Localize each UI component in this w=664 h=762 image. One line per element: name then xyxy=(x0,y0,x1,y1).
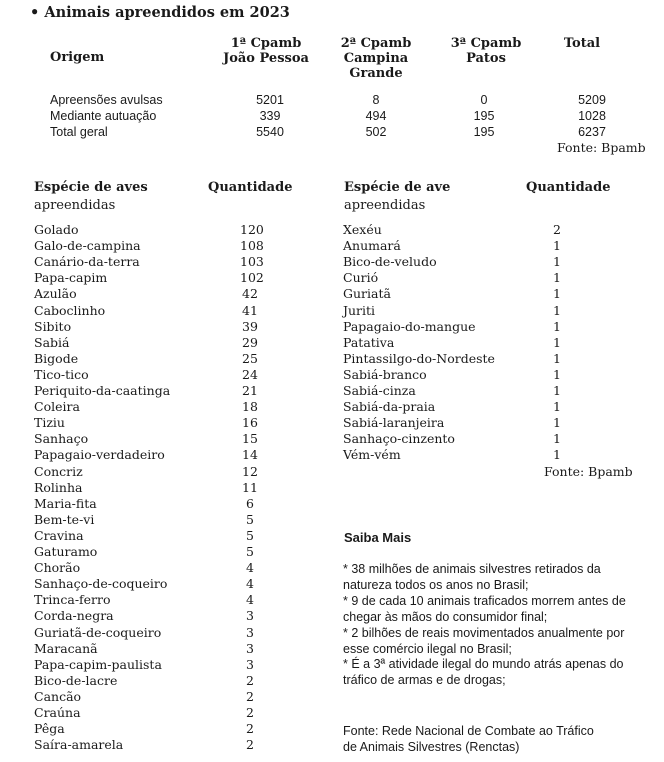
species-name: Tico-tico xyxy=(34,366,89,382)
species-quantity: 21 xyxy=(242,383,258,398)
species-name: Sanhaço xyxy=(34,431,89,447)
species-name: Gaturamo xyxy=(34,544,98,559)
species-quantity: 14 xyxy=(242,447,258,463)
list-item xyxy=(34,625,270,641)
species-name: Craúna xyxy=(34,705,81,720)
list-item xyxy=(34,673,270,689)
list-item xyxy=(343,286,577,302)
species-quantity: 2 xyxy=(246,737,254,753)
right-header-sub: apreendidas xyxy=(344,198,426,213)
species-name: Patativa xyxy=(343,334,395,350)
source-line: de Animais Silvestres (Renctas) xyxy=(343,739,520,754)
cell-cpamb-2: 8 xyxy=(372,93,380,107)
fact-item: * É a 3ª atividade ilegal do mundo atrás apenas do tráfico de armas e de drogas; xyxy=(343,657,624,688)
list-item xyxy=(34,560,270,576)
species-quantity: 41 xyxy=(242,302,258,318)
species-quantity: 1 xyxy=(553,415,561,431)
species-quantity: 2 xyxy=(246,672,254,688)
row-label: Mediante autuação xyxy=(50,109,157,123)
species-name: Canário-da-terra xyxy=(34,254,140,270)
list-item xyxy=(34,222,270,238)
species-quantity: 4 xyxy=(246,560,254,576)
header-cpamb-2 xyxy=(330,36,422,81)
species-quantity: 29 xyxy=(242,334,258,350)
species-quantity: 102 xyxy=(240,270,264,286)
species-quantity: 1 xyxy=(553,447,561,463)
species-name: Galo-de-campina xyxy=(34,238,141,254)
species-name: Bico-de-veludo xyxy=(343,254,437,270)
list-item xyxy=(343,415,577,431)
species-name: Sabiá-da-praia xyxy=(343,399,436,415)
right-header-species: Espécie de ave xyxy=(344,180,451,195)
left-header-species: Espécie de aves xyxy=(34,180,148,195)
header-cpamb-1-line1: 1ª Cpamb xyxy=(230,36,302,51)
header-cpamb-2-line1: 2ª Cpamb xyxy=(340,36,412,51)
species-name: Papa-capim xyxy=(34,270,108,286)
species-quantity: 18 xyxy=(242,399,258,415)
header-cpamb-3 xyxy=(442,36,530,66)
species-name: Papa-capim-paulista xyxy=(34,656,162,672)
list-item xyxy=(34,496,270,512)
list-item xyxy=(34,335,270,351)
list-item xyxy=(343,238,577,254)
species-name: Guriatã xyxy=(343,286,391,302)
species-name: Curió xyxy=(343,270,379,286)
species-quantity: 12 xyxy=(242,463,258,479)
list-item xyxy=(34,399,270,415)
species-name: Sabiá-branco xyxy=(343,366,427,382)
species-name: Sanhaço-cinzento xyxy=(343,431,455,447)
species-quantity: 3 xyxy=(246,656,254,672)
cell-total: 5209 xyxy=(578,93,606,107)
species-name: Azulão xyxy=(34,286,77,302)
list-item xyxy=(34,303,270,319)
list-item xyxy=(34,689,270,705)
species-name: Sanhaço-de-coqueiro xyxy=(34,576,168,592)
species-name: Anumará xyxy=(343,238,401,254)
list-item xyxy=(34,286,270,302)
species-quantity: 2 xyxy=(246,688,254,704)
species-name: Tiziu xyxy=(34,415,65,431)
cell-total: 6237 xyxy=(578,125,606,139)
row-label: Total geral xyxy=(50,125,108,139)
fact-item: * 2 bilhões de reais movimentados anualmente por esse comércio ilegal no Brasil; xyxy=(343,625,625,656)
list-item xyxy=(34,319,270,335)
species-quantity: 1 xyxy=(553,318,561,334)
row-label: Apreensões avulsas xyxy=(50,93,163,107)
species-quantity: 2 xyxy=(246,721,254,737)
page-title: • Animais apreendidos em 2023 xyxy=(30,4,290,21)
species-quantity: 1 xyxy=(553,383,561,398)
list-item xyxy=(34,270,270,286)
species-name: Sabiá xyxy=(34,334,70,350)
species-quantity: 1 xyxy=(553,431,561,447)
header-cpamb-3-line2: Patos xyxy=(466,51,506,66)
species-quantity: 103 xyxy=(240,254,264,270)
species-quantity: 24 xyxy=(242,366,258,382)
species-quantity: 16 xyxy=(242,415,258,431)
cell-cpamb-1: 5201 xyxy=(256,93,284,107)
species-quantity: 1 xyxy=(553,270,561,286)
list-item xyxy=(343,319,577,335)
species-name: Pintassilgo-do-Nordeste xyxy=(343,350,495,366)
cell-cpamb-2: 494 xyxy=(365,109,387,123)
species-quantity: 120 xyxy=(240,222,264,237)
species-name: Papagaio-do-mangue xyxy=(343,318,476,334)
cell-cpamb-1: 5540 xyxy=(256,125,284,139)
species-quantity: 3 xyxy=(246,624,254,640)
header-cpamb-2-line2: Campina xyxy=(343,51,409,66)
list-item xyxy=(34,592,270,608)
list-item xyxy=(343,431,577,447)
list-item xyxy=(34,657,270,673)
cell-cpamb-2: 502 xyxy=(365,125,387,139)
header-origem: Origem xyxy=(50,50,105,65)
header-total: Total xyxy=(563,36,601,51)
list-item xyxy=(343,383,577,399)
species-quantity: 39 xyxy=(242,318,258,334)
list-item xyxy=(34,512,270,528)
species-quantity: 1 xyxy=(553,302,561,318)
list-item xyxy=(34,447,270,463)
species-name: Chorão xyxy=(34,560,81,576)
cell-cpamb-3: 0 xyxy=(480,93,488,107)
fact-item: * 9 de cada 10 animais traficados morrem antes de chegar às mãos do consumidor final; xyxy=(343,593,626,624)
species-name: Pêga xyxy=(34,721,65,737)
species-quantity: 2 xyxy=(553,222,561,237)
cell-cpamb-1: 339 xyxy=(259,109,281,123)
species-quantity: 3 xyxy=(246,640,254,656)
header-cpamb-2-line3: Grande xyxy=(349,66,403,81)
species-name: Bico-de-lacre xyxy=(34,672,118,688)
header-cpamb-1-line2: João Pessoa xyxy=(223,51,309,66)
list-item xyxy=(34,238,270,254)
saiba-mais-title: Saiba Mais xyxy=(344,530,412,545)
species-name: Periquito-da-caatinga xyxy=(34,383,171,398)
species-name: Maracanã xyxy=(34,640,98,656)
list-item xyxy=(343,367,577,383)
saiba-mais-facts xyxy=(343,562,633,689)
species-name: Juriti xyxy=(343,302,376,318)
cell-cpamb-3: 195 xyxy=(473,109,495,123)
species-quantity: 1 xyxy=(553,286,561,302)
list-item xyxy=(343,351,577,367)
species-quantity: 15 xyxy=(242,431,258,447)
species-name: Maria-fita xyxy=(34,495,97,511)
species-name: Cancão xyxy=(34,688,82,704)
cell-cpamb-3: 195 xyxy=(473,125,495,139)
species-quantity: 3 xyxy=(246,608,254,624)
list-item xyxy=(343,399,577,415)
header-cpamb-3-line1: 3ª Cpamb xyxy=(450,36,522,51)
list-item xyxy=(34,544,270,560)
species-name: Vém-vém xyxy=(343,447,401,463)
list-item xyxy=(34,528,270,544)
species-name: Xexéu xyxy=(343,222,382,237)
species-name: Bem-te-vi xyxy=(34,511,95,527)
list-item xyxy=(343,335,577,351)
list-item xyxy=(343,303,577,319)
right-header-qty: Quantidade xyxy=(526,180,611,195)
left-header-qty: Quantidade xyxy=(208,180,293,195)
list-item xyxy=(343,254,577,270)
list-item xyxy=(34,576,270,592)
species-quantity: 1 xyxy=(553,350,561,366)
species-name: Golado xyxy=(34,222,79,237)
species-name: Caboclinho xyxy=(34,302,106,318)
species-name: Sabiá-laranjeira xyxy=(343,415,445,431)
species-name: Rolinha xyxy=(34,479,83,495)
list-item xyxy=(34,641,270,657)
species-quantity: 5 xyxy=(246,527,254,543)
species-quantity: 2 xyxy=(246,705,254,720)
list-item xyxy=(343,270,577,286)
list-item xyxy=(343,447,577,463)
species-name: Bigode xyxy=(34,350,79,366)
species-quantity: 1 xyxy=(553,399,561,415)
list-item xyxy=(34,351,270,367)
list-item xyxy=(34,254,270,270)
list-item xyxy=(34,464,270,480)
species-name: Guriatã-de-coqueiro xyxy=(34,624,162,640)
species-name: Corda-negra xyxy=(34,608,114,624)
saiba-mais-source xyxy=(343,724,594,756)
list-item xyxy=(34,721,270,737)
species-quantity: 108 xyxy=(240,238,264,254)
list-item xyxy=(34,367,270,383)
header-cpamb-1 xyxy=(218,36,314,66)
list-item xyxy=(343,222,577,238)
list-item xyxy=(34,415,270,431)
list-item xyxy=(34,705,270,721)
species-quantity: 1 xyxy=(553,254,561,270)
species-quantity: 6 xyxy=(246,495,254,511)
source-line: Fonte: Rede Nacional de Combate ao Tráfico xyxy=(343,724,594,738)
species-name: Coleira xyxy=(34,399,80,415)
list-item xyxy=(34,431,270,447)
right-source: Fonte: Bpamb xyxy=(544,464,633,479)
species-quantity: 11 xyxy=(242,479,258,495)
species-quantity: 1 xyxy=(553,334,561,350)
species-quantity: 5 xyxy=(246,544,254,559)
list-item xyxy=(34,737,270,753)
species-quantity: 42 xyxy=(242,286,258,302)
species-quantity: 5 xyxy=(246,511,254,527)
fact-item: * 38 milhões de animais silvestres retirados da natureza todos os anos no Brasil; xyxy=(343,562,601,592)
species-quantity: 4 xyxy=(246,576,254,592)
species-name: Papagaio-verdadeiro xyxy=(34,447,165,463)
species-name: Sibito xyxy=(34,318,72,334)
species-name: Cravina xyxy=(34,527,84,543)
species-name: Saíra-amarela xyxy=(34,737,124,753)
table-source: Fonte: Bpamb xyxy=(557,140,646,155)
species-name: Sabiá-cinza xyxy=(343,383,416,398)
species-quantity: 25 xyxy=(242,350,258,366)
species-quantity: 1 xyxy=(553,238,561,254)
list-item xyxy=(34,608,270,624)
list-item xyxy=(34,383,270,399)
species-quantity: 4 xyxy=(246,592,254,608)
cell-total: 1028 xyxy=(578,109,606,123)
list-item xyxy=(34,480,270,496)
left-header-sub: apreendidas xyxy=(34,198,116,213)
species-name: Concriz xyxy=(34,463,83,479)
species-name: Trinca-ferro xyxy=(34,592,111,608)
species-quantity: 1 xyxy=(553,366,561,382)
